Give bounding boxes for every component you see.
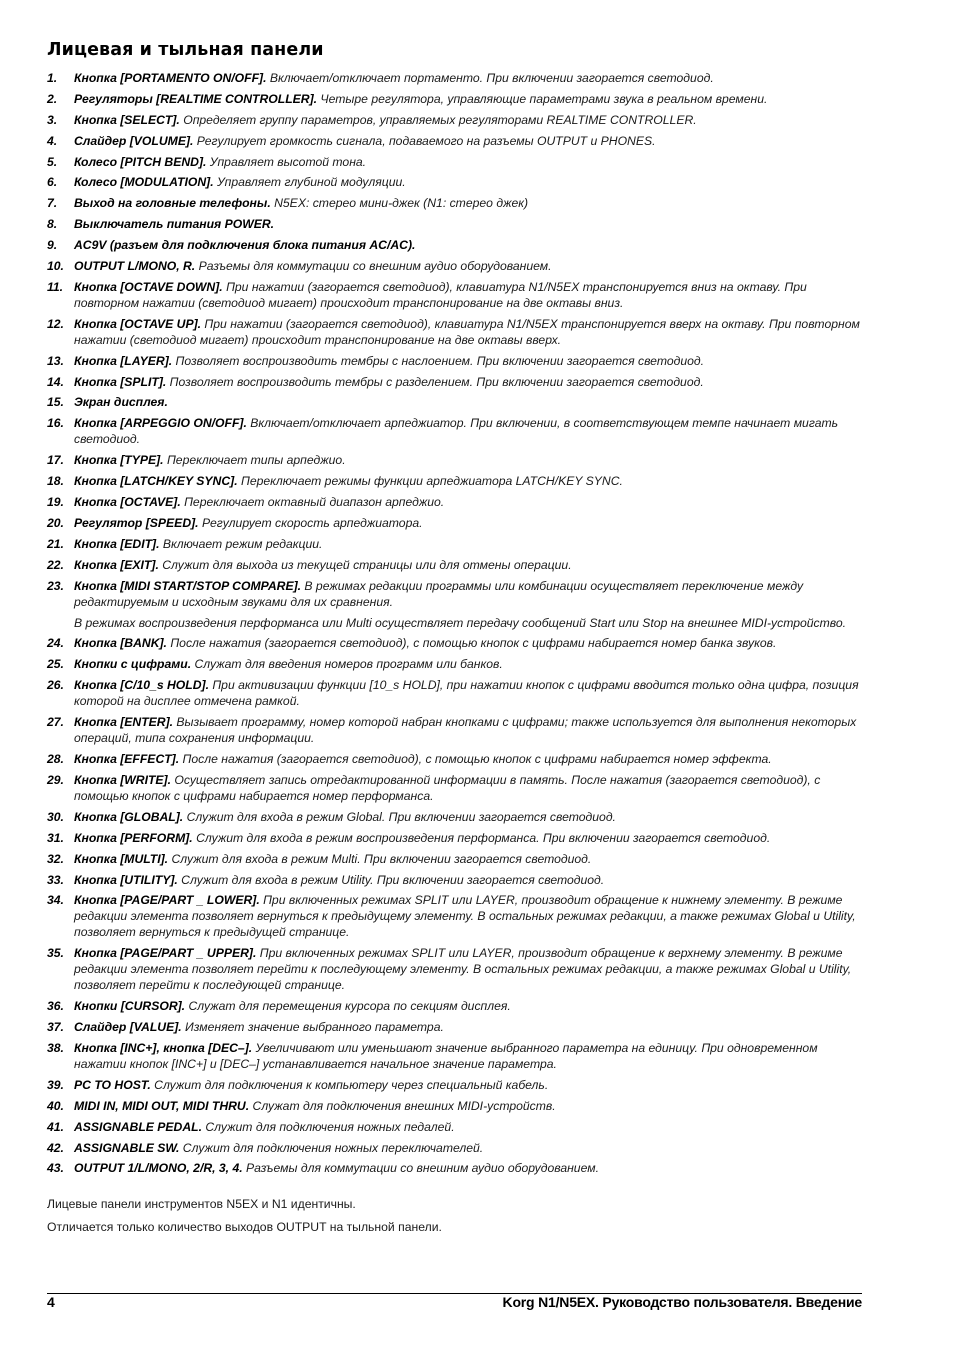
list-item (47, 394, 862, 410)
item-term: Регулятор [SPEED]. (74, 515, 199, 530)
item-description: После нажатия (загорается светодиод), с помощью кнопок с цифрами набирается номер банка звуков. (166, 636, 777, 651)
item-term: Кнопки с цифрами. (74, 657, 192, 672)
item-description: Определяет группу параметров, управляемых регуляторами REALTIME CONTROLLER. (179, 112, 697, 127)
list-item (47, 174, 862, 190)
item-number: 6. (47, 175, 58, 190)
item-number: 37. (47, 1020, 64, 1035)
list-item (47, 851, 862, 867)
item-description: Вызывает программу, номер которой набран кнопками с цифрами; также используется для выполнения некоторых операций, типа сохранения информации. (74, 715, 857, 746)
item-term: Кнопка [OCTAVE UP]. (74, 316, 202, 331)
item-description: Служит для входа в режим Multi. При включении загорается светодиод. (168, 851, 592, 866)
item-description: Изменяет значение выбранного параметра. (181, 1020, 444, 1035)
list-item (47, 316, 862, 348)
item-term: Кнопка [LATCH/KEY SYNC]. (74, 474, 238, 489)
item-description: Служит для входа в режим Utility. При включении загорается светодиод. (177, 872, 605, 887)
item-number: 30. (47, 809, 64, 824)
list-item (47, 515, 862, 531)
item-term: Кнопка [PAGE/PART _ LOWER]. (74, 893, 260, 908)
item-number: 41. (47, 1119, 64, 1134)
item-term: OUTPUT L/MONO, R. (74, 259, 196, 274)
item-term: Кнопка [SPLIT]. (74, 374, 167, 389)
item-description: Осуществляет запись отредактированной информации в память. После нажатия (загорается светодиод), с помощью кнопок с цифрами набирается номер перформанса. (74, 772, 821, 803)
item-description: Увеличивают или уменьшают значение выбранного параметра на единицу. При одновременном нажатии кнопок [INC+] и [DEC–] устанавливается начальное значение параметра. (74, 1040, 818, 1071)
list-item (47, 154, 862, 170)
item-term: Кнопка [OCTAVE DOWN]. (74, 279, 223, 294)
item-term: AC9V (разъем для подключения блока питания AC/AC). (74, 238, 416, 253)
item-term: Слайдер [VALUE]. (74, 1020, 182, 1035)
list-item (47, 494, 862, 510)
item-number: 23. (47, 578, 64, 593)
item-description: Разъемы для коммутации со внешним аудио оборудованием. (195, 259, 552, 274)
list-item (47, 452, 862, 468)
list-item (47, 1040, 862, 1072)
item-description: N5EX: стерео мини-джек (N1: стерео джек) (270, 196, 529, 211)
item-description: При включенных режимах SPLIT или LAYER, производит обращение к верхнему элементу. В режиме редакции элемента позволяет перейти к последующему элементу. В остальных режимах редакции, а также режимах Global и Utility, позволяет перейти к последующей странице. (74, 946, 852, 993)
item-description: Четыре регулятора, управляющие параметрами звука в реальном времени. (317, 91, 768, 106)
list-item (47, 195, 862, 211)
item-term: Кнопка [SELECT]. (74, 112, 180, 127)
item-term: Кнопка [PERFORM]. (74, 830, 193, 845)
list-item (47, 353, 862, 369)
list-item (47, 473, 862, 489)
list-item (47, 279, 862, 311)
item-number: 33. (47, 872, 64, 887)
item-description: Служит для подключения ножных педалей. (201, 1119, 455, 1134)
item-number: 12. (47, 316, 64, 331)
item-number: 16. (47, 416, 64, 431)
item-number: 14. (47, 374, 64, 389)
item-term: Кнопка [WRITE]. (74, 772, 172, 787)
item-number: 36. (47, 999, 64, 1014)
item-description: Служит для выхода из текущей страницы или для отмены операции. (158, 557, 572, 572)
list-item (47, 945, 862, 993)
item-number: 2. (47, 91, 58, 106)
list-item (47, 998, 862, 1014)
item-number: 31. (47, 830, 64, 845)
item-description: Включает/отключает арпеджиатор. При включении, в соответствующем темпе начинает мигать светодиод. (74, 416, 839, 447)
item-term: MIDI IN, MIDI OUT, MIDI THRU. (74, 1098, 250, 1113)
item-number: 5. (47, 154, 58, 169)
item-continuation: В режимах воспроизведения перформанса или Multi осуществляет передачу сообщений Start или Stop на внешнее MIDI-устройство. (74, 615, 847, 630)
panel-items-list (47, 70, 862, 1176)
item-term: Кнопка [LAYER]. (74, 353, 173, 368)
item-number: 26. (47, 678, 64, 693)
item-description: Служат для введения номеров программ или банков. (191, 657, 503, 672)
item-term: Кнопка [PAGE/PART _ UPPER]. (74, 946, 257, 961)
list-item (47, 415, 862, 447)
item-number: 22. (47, 557, 64, 572)
item-term: Регуляторы [REALTIME CONTROLLER]. (74, 91, 318, 106)
item-description: При включенных режимах SPLIT или LAYER, производит обращение к нижнему элементу. В режиме редакции элемента позволяет вернуться к предыдущему элементу. В остальных режимах редакции, а также режимах Global и Utility, позволяет вернуться к предыдущей странице. (74, 893, 856, 940)
item-number: 11. (47, 279, 64, 294)
item-term: Выключатель питания POWER. (74, 217, 275, 232)
item-description: Служит для входа в режим воспроизведения перформанса. При включении загорается светодиод. (192, 830, 771, 845)
item-description: Управляет глубиной модуляции. (213, 175, 406, 190)
item-term: Кнопка [BANK]. (74, 636, 167, 651)
item-number: 21. (47, 536, 64, 551)
item-description: Переключает режимы функции арпеджиатора LATCH/KEY SYNC. (237, 474, 623, 489)
item-term: Колесо [MODULATION]. (74, 175, 214, 190)
item-number: 18. (47, 474, 64, 489)
list-item (47, 751, 862, 767)
list-item (47, 578, 862, 631)
item-number: 39. (47, 1077, 64, 1092)
list-item (47, 1119, 862, 1135)
item-term: Кнопка [EXIT]. (74, 557, 159, 572)
item-number: 42. (47, 1140, 64, 1155)
list-item (47, 536, 862, 552)
list-item (47, 892, 862, 940)
item-description: Служит для подключения к компьютеру через специальный кабель. (150, 1077, 549, 1092)
note-paragraph: Отличается только количество выходов OUTPUT на тыльной панели. (47, 1220, 442, 1235)
item-term: Экран дисплея. (74, 395, 168, 410)
item-number: 15. (47, 395, 64, 410)
item-description: Разъемы для коммутации со внешним аудио оборудованием. (242, 1161, 599, 1176)
item-number: 1. (47, 71, 58, 85)
item-description: Позволяет воспроизводить тембры с разделением. При включении загорается светодиод. (166, 374, 704, 389)
list-item (47, 714, 862, 746)
item-term: Кнопка [ARPEGGIO ON/OFF]. (74, 416, 247, 431)
list-item (47, 216, 862, 232)
item-description: Переключает типы арпеджио. (163, 453, 346, 468)
item-number: 38. (47, 1040, 64, 1055)
list-item (47, 112, 862, 128)
notes (47, 1196, 862, 1235)
list-item (47, 1019, 862, 1035)
item-term: PC TO HOST. (74, 1077, 151, 1092)
list-item (47, 830, 862, 846)
list-item (47, 1140, 862, 1156)
list-item (47, 1098, 862, 1114)
item-description: Управляет высотой тона. (206, 154, 367, 169)
item-term: Кнопка [MIDI START/STOP COMPARE]. (74, 578, 302, 593)
item-description: После нажатия (загорается светодиод), с помощью кнопок с цифрами набирается номер эффекта. (179, 752, 772, 767)
list-item (47, 1077, 862, 1093)
item-number: 4. (47, 133, 58, 148)
item-term: Кнопка [GLOBAL]. (74, 809, 184, 824)
item-number: 7. (47, 196, 58, 211)
item-term: OUTPUT 1/L/MONO, 2/R, 3, 4. (74, 1161, 243, 1176)
item-term: Кнопка [TYPE]. (74, 453, 164, 468)
item-number: 43. (47, 1161, 64, 1176)
note-paragraph: Лицевые панели инструментов N5EX и N1 идентичны. (47, 1197, 356, 1212)
item-description: Включает/отключает портаменто. При включении загорается светодиод. (266, 71, 714, 85)
list-item (47, 1160, 862, 1176)
item-term: Кнопка [MULTI]. (74, 851, 169, 866)
item-number: 25. (47, 657, 64, 672)
item-term: Выход на головные телефоны. (74, 196, 271, 211)
page-number: 4 (47, 1294, 55, 1310)
list-item (47, 133, 862, 149)
item-term: Кнопка [EDIT]. (74, 536, 160, 551)
list-item (47, 237, 862, 253)
item-description: Регулирует громкость сигнала, подаваемого на разъемы OUTPUT и PHONES. (193, 133, 656, 148)
list-item (47, 635, 862, 651)
list-item (47, 91, 862, 107)
footer-title: Korg N1/N5EX. Руководство пользователя. Введение (502, 1294, 862, 1310)
item-description: При активизации функции [10_s HOLD], при нажатии кнопок с цифрами вводится только одна цифра, позиция которой на дисплее отмечена рамкой. (74, 678, 859, 709)
section-heading: Лицевая и тыльная панели (47, 40, 324, 60)
item-term: Кнопка [OCTAVE]. (74, 495, 181, 510)
item-number: 28. (47, 752, 64, 767)
item-number: 20. (47, 515, 64, 530)
list-item (47, 557, 862, 573)
item-term: Кнопки [CURSOR]. (74, 999, 186, 1014)
list-item (47, 258, 862, 274)
item-term: Кнопка [C/10_s HOLD]. (74, 678, 209, 693)
item-term: ASSIGNABLE SW. (74, 1140, 180, 1155)
item-number: 24. (47, 636, 64, 651)
item-description: Служат для подключения внешних MIDI-устройств. (249, 1098, 556, 1113)
item-description: Включает режим редакции. (159, 536, 323, 551)
item-number: 34. (47, 893, 64, 908)
list-item (47, 809, 862, 825)
list-item (47, 772, 862, 804)
item-term: Слайдер [VOLUME]. (74, 133, 194, 148)
list-item (47, 656, 862, 672)
item-description: Служит для подключения ножных переключателей. (179, 1140, 484, 1155)
item-term: Кнопка [ENTER]. (74, 715, 174, 730)
item-description: При нажатии (загорается светодиод), клавиатура N1/N5EX транспонируется вверх на октаву. При повторном нажатии (светодиод мигает) происходит транспонирование на две октавы вверх. (74, 316, 860, 347)
list-item (47, 677, 862, 709)
item-term: Кнопка [PORTAMENTO ON/OFF]. (74, 71, 267, 85)
item-term: ASSIGNABLE PEDAL. (74, 1119, 202, 1134)
item-description: Служат для перемещения курсора по секциям дисплея. (185, 999, 511, 1014)
item-term: Кнопка [UTILITY]. (74, 872, 178, 887)
item-description: В режимах редакции программы или комбинации осуществляет переключение между редактируемым и исходным звуками для их сравнения. (74, 578, 804, 609)
item-number: 29. (47, 772, 64, 787)
item-number: 19. (47, 495, 64, 510)
item-number: 9. (47, 238, 58, 253)
item-term: Колесо [PITCH BEND]. (74, 154, 207, 169)
item-description: При нажатии (загорается светодиод), клавиатура N1/N5EX транспонируется вниз на октаву. При повторном нажатии (светодиод мигает) происходит транспонирование на две октавы вниз. (74, 279, 807, 310)
item-number: 40. (47, 1098, 64, 1113)
item-description: Служит для входа в режим Global. При включении загорается светодиод. (183, 809, 616, 824)
item-number: 17. (47, 453, 64, 468)
item-number: 32. (47, 851, 64, 866)
item-description: Регулирует скорость арпеджиатора. (198, 515, 423, 530)
item-number: 13. (47, 353, 64, 368)
list-item (47, 70, 862, 86)
item-number: 8. (47, 217, 58, 232)
item-number: 35. (47, 946, 64, 961)
list-item (47, 872, 862, 888)
item-number: 10. (47, 259, 64, 274)
page-body (47, 40, 862, 1242)
list-item (47, 374, 862, 390)
item-number: 27. (47, 715, 64, 730)
item-number: 3. (47, 112, 58, 127)
item-description: Позволяет воспроизводить тембры с наслоением. При включении загорается светодиод. (172, 353, 705, 368)
item-term: Кнопка [EFFECT]. (74, 752, 180, 767)
item-description: Переключает октавный диапазон арпеджио. (180, 495, 445, 510)
item-term: Кнопка [INC+], кнопка [DEC–]. (74, 1040, 253, 1055)
